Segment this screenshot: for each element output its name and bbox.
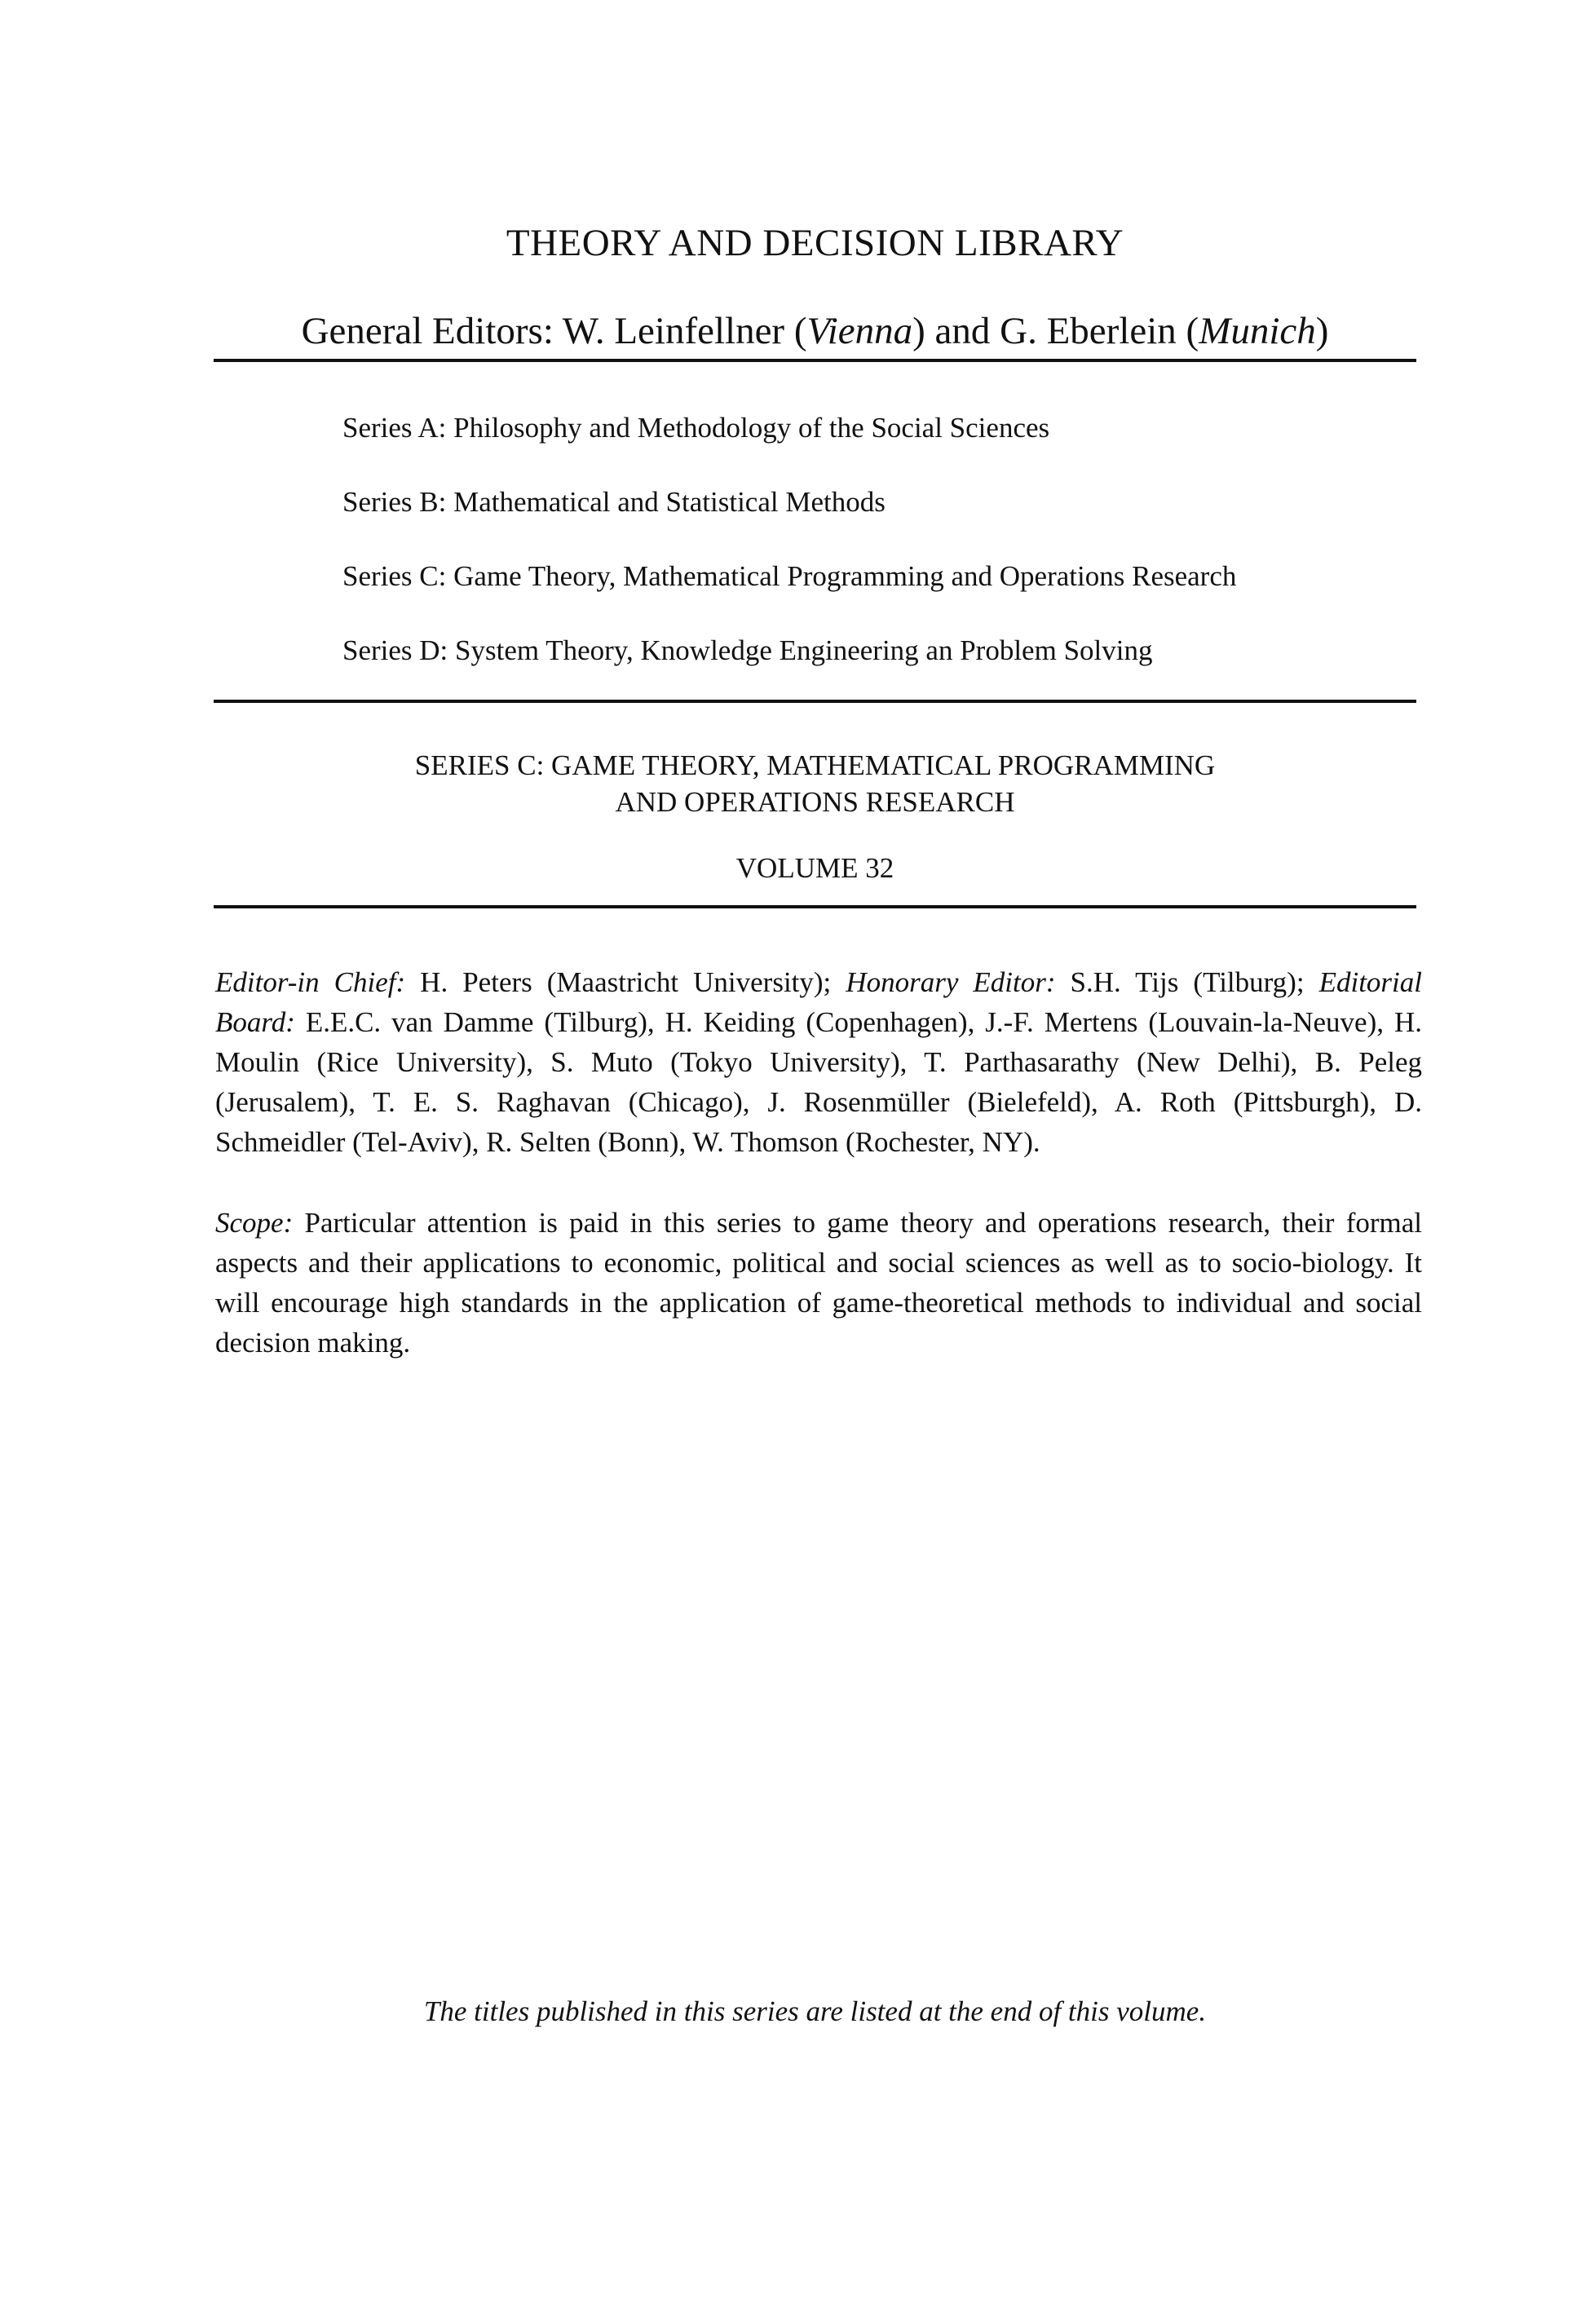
series-heading: [214, 747, 1416, 820]
series-text: Game Theory, Mathematical Programming and Operations Research: [453, 560, 1237, 592]
series-text: Philosophy and Methodology of the Social Sciences: [453, 412, 1050, 444]
volume-number: VOLUME 32: [735, 852, 894, 884]
scope-text: Particular attention is paid in this series to game theory and operations research, their formal aspects and their applications to economic, political and social sciences as well as to socio-biology. It will encourage high standards in the application of game-theoretical methods to individual and social decision making.: [215, 1207, 1422, 1359]
series-label: Series C:: [342, 560, 447, 592]
general-editors-line: [214, 308, 1416, 354]
series-item-c: [342, 560, 1402, 634]
footer-note: The titles published in this series are listed at the end of this volume.: [423, 1995, 1207, 2027]
general-editors-prefix: General Editors: W. Leinfellner (: [301, 310, 807, 352]
editorial-board-paragraph: [215, 962, 1422, 1162]
middle-rule: [214, 700, 1416, 703]
series-item-b: [342, 486, 1402, 560]
scope-paragraph: [215, 1203, 1422, 1363]
series-heading-line-2: AND OPERATIONS RESEARCH: [615, 786, 1015, 818]
honorary-editor-text: S.H. Tijs (Tilburg);: [1055, 966, 1319, 998]
bottom-rule: [214, 905, 1416, 908]
series-text: Mathematical and Statistical Methods: [453, 486, 886, 518]
scope-label: Scope:: [215, 1207, 294, 1239]
series-list: [342, 412, 1402, 709]
series-label: Series D:: [342, 634, 448, 666]
series-item-d: [342, 634, 1402, 709]
editor-in-chief-label: Editor-in Chief:: [215, 966, 406, 998]
general-editors-city-2: Munich: [1199, 310, 1316, 352]
editorial-board-label: Editorial Board:: [215, 966, 1422, 1038]
general-editors-city-1: Vienna: [806, 310, 913, 352]
honorary-editor-label: Honorary Editor:: [846, 966, 1056, 998]
series-text: System Theory, Knowledge Engineering an Problem Solving: [455, 634, 1153, 666]
general-editors-suffix: ): [1315, 310, 1329, 352]
series-heading-line-1: SERIES C: GAME THEORY, MATHEMATICAL PROGRAMMING: [414, 749, 1216, 781]
editor-in-chief-text: H. Peters (Maastricht University);: [405, 966, 846, 998]
series-label: Series B:: [342, 486, 447, 518]
series-label: Series A:: [342, 412, 447, 444]
top-rule: [214, 359, 1416, 362]
general-editors-middle: ) and G. Eberlein (: [912, 310, 1199, 352]
series-item-a: [342, 412, 1402, 486]
library-title: THEORY AND DECISION LIBRARY: [506, 222, 1124, 264]
editorial-board-text: E.E.C. van Damme (Tilburg), H. Keiding (Copenhagen), J.-F. Mertens (Louvain-la-Neuve), H. Moulin (Rice University), S. Muto (Tokyo University), T. Parthasarathy (New Delhi), B. Peleg (Jerusalem), T. E. S. Raghavan (Chicago), J. Rosenmüller (Bielefeld), A. Roth (Pittsburgh), D. Schmeidler (Tel-Aviv), R. Selten (Bonn), W. Thomson (Rochester, NY).: [215, 1006, 1422, 1158]
